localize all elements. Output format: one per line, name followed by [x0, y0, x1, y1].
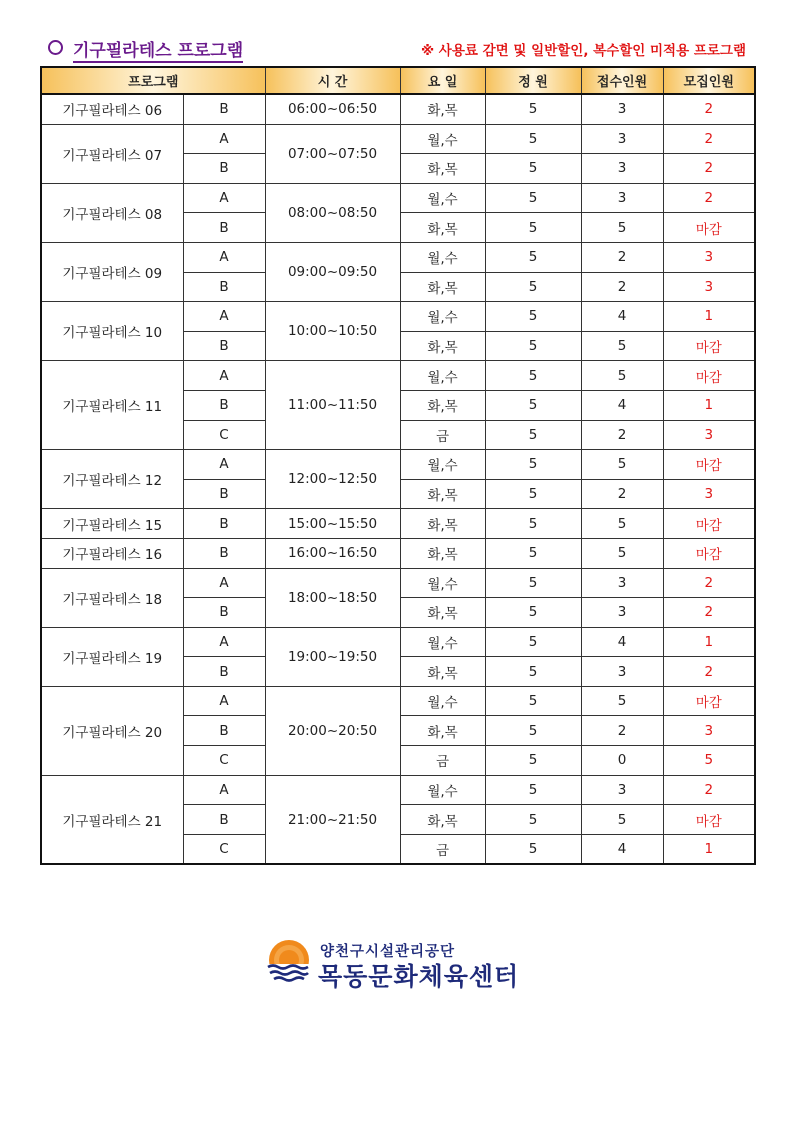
class-section: B [183, 331, 265, 361]
program-name: 기구필라테스 15 [41, 509, 183, 539]
class-section: A [183, 124, 265, 154]
class-section: B [183, 390, 265, 420]
class-section: B [183, 805, 265, 835]
class-days: 월,수 [400, 568, 485, 598]
table-row [41, 361, 755, 391]
recruiting-count: 마감 [663, 686, 755, 716]
table-row [41, 686, 755, 716]
registered-count: 4 [581, 390, 663, 420]
registered-count: 5 [581, 213, 663, 243]
class-days: 화,목 [400, 213, 485, 243]
registered-count: 3 [581, 568, 663, 598]
program-name: 기구필라테스 08 [41, 183, 183, 242]
class-time: 10:00~10:50 [265, 302, 400, 361]
program-name: 기구필라테스 16 [41, 538, 183, 568]
recruiting-count: 2 [663, 124, 755, 154]
class-section: B [183, 598, 265, 628]
program-name: 기구필라테스 10 [41, 302, 183, 361]
header-registered: 접수인원 [581, 67, 663, 94]
class-time: 21:00~21:50 [265, 775, 400, 864]
class-section: C [183, 420, 265, 450]
discount-notice: ※ 사용료 감면 및 일반할인, 복수할인 미적용 프로그램 [420, 43, 746, 59]
capacity-value: 5 [485, 213, 581, 243]
recruiting-count: 3 [663, 272, 755, 302]
registered-count: 2 [581, 272, 663, 302]
table-row [41, 627, 755, 657]
registered-count: 5 [581, 361, 663, 391]
class-days: 화,목 [400, 657, 485, 687]
class-time: 16:00~16:50 [265, 538, 400, 568]
circle-bullet-icon [48, 40, 63, 55]
header-program: 프로그램 [41, 67, 265, 94]
class-days: 화,목 [400, 538, 485, 568]
program-name: 기구필라테스 21 [41, 775, 183, 864]
header-time: 시 간 [265, 67, 400, 94]
class-days: 월,수 [400, 302, 485, 332]
registered-count: 2 [581, 420, 663, 450]
registered-count: 3 [581, 657, 663, 687]
registered-count: 3 [581, 183, 663, 213]
recruiting-count: 마감 [663, 361, 755, 391]
capacity-value: 5 [485, 627, 581, 657]
class-section: B [183, 509, 265, 539]
registered-count: 3 [581, 775, 663, 805]
class-section: B [183, 716, 265, 746]
class-section: B [183, 657, 265, 687]
class-days: 화,목 [400, 390, 485, 420]
class-time: 06:00~06:50 [265, 94, 400, 124]
class-section: A [183, 568, 265, 598]
page-header [40, 36, 754, 64]
registered-count: 4 [581, 834, 663, 864]
recruiting-count: 1 [663, 834, 755, 864]
registered-count: 5 [581, 805, 663, 835]
program-name: 기구필라테스 07 [41, 124, 183, 183]
class-days: 월,수 [400, 775, 485, 805]
class-section: A [183, 302, 265, 332]
recruiting-count: 5 [663, 746, 755, 776]
table-row [41, 183, 755, 213]
class-days: 월,수 [400, 627, 485, 657]
table-row [41, 302, 755, 332]
class-section: A [183, 450, 265, 480]
capacity-value: 5 [485, 834, 581, 864]
class-time: 08:00~08:50 [265, 183, 400, 242]
class-days: 월,수 [400, 450, 485, 480]
class-days: 월,수 [400, 686, 485, 716]
program-name: 기구필라테스 19 [41, 627, 183, 686]
class-days: 화,목 [400, 509, 485, 539]
capacity-value: 5 [485, 361, 581, 391]
recruiting-count: 3 [663, 420, 755, 450]
capacity-value: 5 [485, 598, 581, 628]
class-days: 월,수 [400, 361, 485, 391]
capacity-value: 5 [485, 242, 581, 272]
class-section: A [183, 361, 265, 391]
capacity-value: 5 [485, 805, 581, 835]
class-section: B [183, 479, 265, 509]
recruiting-count: 2 [663, 183, 755, 213]
logo-org-name: 양천구시설관리공단 [320, 944, 456, 960]
class-days: 화,목 [400, 598, 485, 628]
recruiting-count: 2 [663, 598, 755, 628]
class-section: B [183, 94, 265, 124]
recruiting-count: 마감 [663, 538, 755, 568]
recruiting-count: 2 [663, 568, 755, 598]
header-recruiting: 모집인원 [663, 67, 755, 94]
capacity-value: 5 [485, 657, 581, 687]
recruiting-count: 마감 [663, 213, 755, 243]
class-section: B [183, 154, 265, 184]
registered-count: 3 [581, 598, 663, 628]
capacity-value: 5 [485, 716, 581, 746]
header-capacity: 정 원 [485, 67, 581, 94]
class-section: A [183, 775, 265, 805]
recruiting-count: 3 [663, 479, 755, 509]
capacity-value: 5 [485, 450, 581, 480]
class-days: 월,수 [400, 242, 485, 272]
class-days: 화,목 [400, 94, 485, 124]
sun-wave-icon [264, 938, 314, 988]
class-section: B [183, 213, 265, 243]
registered-count: 5 [581, 331, 663, 361]
recruiting-count: 1 [663, 302, 755, 332]
recruiting-count: 1 [663, 390, 755, 420]
class-time: 19:00~19:50 [265, 627, 400, 686]
registered-count: 2 [581, 479, 663, 509]
recruiting-count: 1 [663, 627, 755, 657]
registered-count: 3 [581, 154, 663, 184]
class-days: 월,수 [400, 183, 485, 213]
class-time: 11:00~11:50 [265, 361, 400, 450]
recruiting-count: 마감 [663, 331, 755, 361]
capacity-value: 5 [485, 420, 581, 450]
recruiting-count: 마감 [663, 805, 755, 835]
class-section: C [183, 746, 265, 776]
page-title: 기구필라테스 프로그램 [48, 36, 243, 61]
class-days: 화,목 [400, 331, 485, 361]
organization-logo [264, 938, 544, 992]
capacity-value: 5 [485, 183, 581, 213]
class-time: 20:00~20:50 [265, 686, 400, 775]
program-name: 기구필라테스 18 [41, 568, 183, 627]
capacity-value: 5 [485, 509, 581, 539]
registered-count: 5 [581, 450, 663, 480]
class-days: 화,목 [400, 805, 485, 835]
class-days: 화,목 [400, 716, 485, 746]
capacity-value: 5 [485, 272, 581, 302]
class-days: 금 [400, 834, 485, 864]
capacity-value: 5 [485, 568, 581, 598]
recruiting-count: 3 [663, 242, 755, 272]
table-row [41, 775, 755, 805]
recruiting-count: 2 [663, 775, 755, 805]
capacity-value: 5 [485, 390, 581, 420]
header-day: 요 일 [400, 67, 485, 94]
class-days: 월,수 [400, 124, 485, 154]
table-row [41, 450, 755, 480]
program-name: 기구필라테스 11 [41, 361, 183, 450]
class-time: 18:00~18:50 [265, 568, 400, 627]
class-section: A [183, 627, 265, 657]
class-section: C [183, 834, 265, 864]
recruiting-count: 마감 [663, 450, 755, 480]
capacity-value: 5 [485, 94, 581, 124]
table-row [41, 242, 755, 272]
class-section: A [183, 242, 265, 272]
class-days: 화,목 [400, 479, 485, 509]
class-section: A [183, 686, 265, 716]
capacity-value: 5 [485, 538, 581, 568]
registered-count: 5 [581, 538, 663, 568]
recruiting-count: 마감 [663, 509, 755, 539]
registered-count: 2 [581, 716, 663, 746]
class-section: B [183, 538, 265, 568]
schedule-table [40, 66, 756, 865]
registered-count: 4 [581, 302, 663, 332]
program-name: 기구필라테스 12 [41, 450, 183, 509]
table-row [41, 94, 755, 124]
recruiting-count: 2 [663, 154, 755, 184]
class-days: 금 [400, 420, 485, 450]
recruiting-count: 2 [663, 94, 755, 124]
registered-count: 4 [581, 627, 663, 657]
program-name: 기구필라테스 20 [41, 686, 183, 775]
class-section: B [183, 272, 265, 302]
class-days: 화,목 [400, 272, 485, 302]
class-section: A [183, 183, 265, 213]
table-row [41, 124, 755, 154]
capacity-value: 5 [485, 775, 581, 805]
capacity-value: 5 [485, 479, 581, 509]
capacity-value: 5 [485, 154, 581, 184]
class-days: 금 [400, 746, 485, 776]
table-row [41, 568, 755, 598]
class-days: 화,목 [400, 154, 485, 184]
registered-count: 3 [581, 124, 663, 154]
table-row [41, 509, 755, 539]
registered-count: 5 [581, 509, 663, 539]
class-time: 12:00~12:50 [265, 450, 400, 509]
recruiting-count: 2 [663, 657, 755, 687]
recruiting-count: 3 [663, 716, 755, 746]
class-time: 15:00~15:50 [265, 509, 400, 539]
registered-count: 2 [581, 242, 663, 272]
capacity-value: 5 [485, 302, 581, 332]
program-name: 기구필라테스 06 [41, 94, 183, 124]
table-header-row [41, 67, 755, 94]
class-time: 07:00~07:50 [265, 124, 400, 183]
class-time: 09:00~09:50 [265, 242, 400, 301]
capacity-value: 5 [485, 746, 581, 776]
logo-center-name: 목동문화체육센터 [318, 962, 520, 991]
capacity-value: 5 [485, 331, 581, 361]
registered-count: 0 [581, 746, 663, 776]
capacity-value: 5 [485, 124, 581, 154]
program-name: 기구필라테스 09 [41, 242, 183, 301]
capacity-value: 5 [485, 686, 581, 716]
table-row [41, 538, 755, 568]
registered-count: 3 [581, 94, 663, 124]
registered-count: 5 [581, 686, 663, 716]
